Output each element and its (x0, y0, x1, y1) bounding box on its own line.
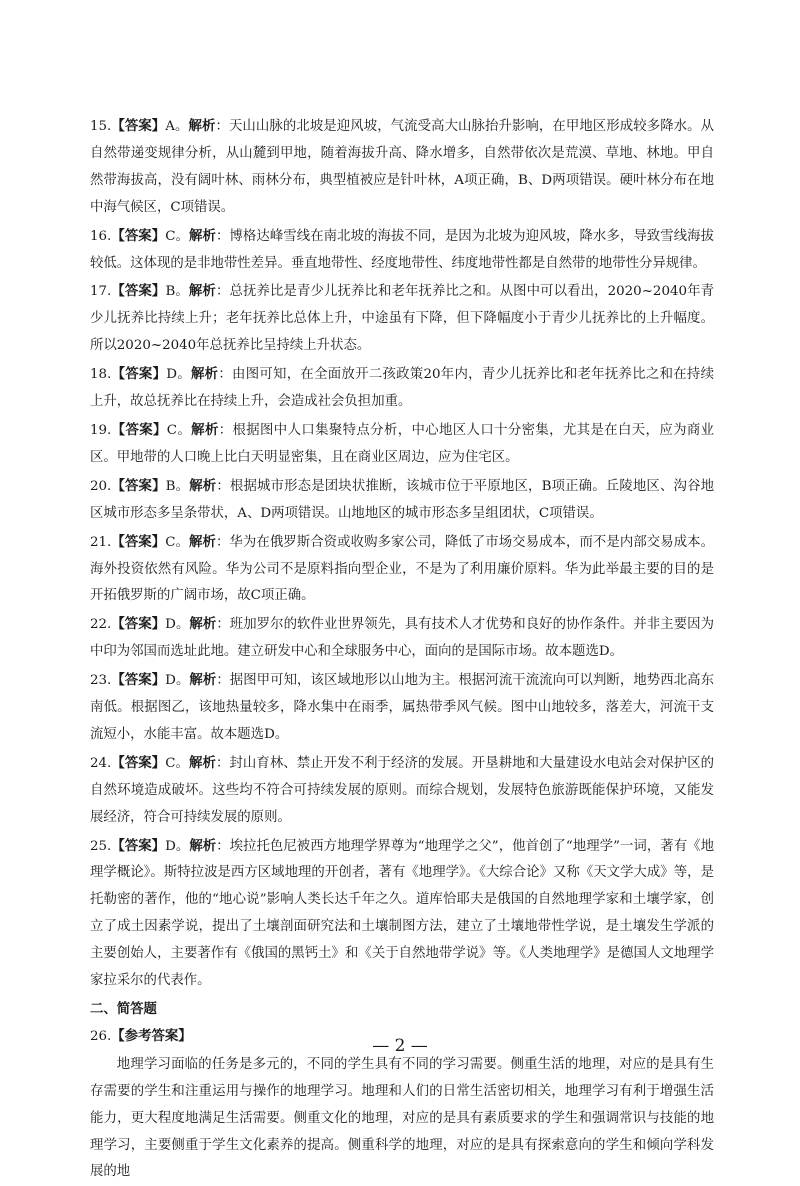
answer-item-26-text: 地理学习面临的任务是多元的，不同的学生具有不同的学习需要。侧重生活的地理，对应的是具有生存需要的学生和注重运用与操作的地理学习。地理和人们的日常生活密切相关，地理学习有利于增强生活能力，更大程度地满足生活需要。侧重文化的地理，对应的是具有素质要求的学生和强调常识与技能的地理学习，主要侧重于学生文化素养的提高。侧重科学的地理，对应的是具有探索意向的学生和倾向学科发展的地 (90, 1056, 714, 1180)
page-number: — 2 — (372, 1036, 428, 1056)
answer-item-17: 17.【答案】B。解析：总抚养比是青少儿抚养比和老年抚养比之和。从图中可以看出，2020~2040年青少儿抚养比持续上升；老年抚养比总体上升，中途虽有下降，但下降幅度小于青少儿抚养比的上升幅度。所以2020~2040年总抚养比呈持续上升状态。 (90, 283, 715, 354)
answer-item-23: 23.【答案】D。解析：据图甲可知，该区域地形以山地为主。根据河流干流流向可以判断，地势西北高东南低。根据图乙，该地热量较多，降水集中在雨季，属热带季风气候。图中山地较多，落差大，河流干支流短小，水能丰富。故本题选D。 (90, 672, 714, 742)
answer-content (90, 113, 714, 1186)
answer-item-19: 19.【答案】C。解析：根据图中人口集聚特点分析，中心地区人口十分密集，尤其是在白天，应为商业区。甲地带的人口晚上比白天明显密集，且在商业区周边，应为住宅区。 (90, 421, 715, 465)
answer-item-18: 18.【答案】D。解析：由图可知，在全面放开二孩政策20年内，青少儿抚养比和老年抚养比之和在持续上升，故总抚养比在持续上升，会造成社会负担加重。 (90, 366, 714, 410)
answer-item-16: 16.【答案】C。解析：博格达峰雪线在南北坡的海拔不同，是因为北坡为迎风坡，降水多，导致雪线海拔较低。这体现的是非地带性差异。垂直地带性、经度地带性、纬度地带性都是自然带的地带性分异规律。 (90, 227, 715, 271)
answer-item-20: 20.【答案】B。解析：根据城市形态是团块状推断，该城市位于平原地区，B项正确。丘陵地区、沟谷地区城市形态多呈条带状，A、D两项错误。山地地区的城市形态多呈组团状，C项错误。 (90, 477, 715, 521)
answer-item-21: 21.【答案】C。解析：华为在俄罗斯合资或收购多家公司，降低了市场交易成本，而不是内部交易成本。海外投资依然有风险。华为公司不是原料指向型企业，不是为了利用廉价原料。华为此举最主要的目的是开拓俄罗斯的广阔市场，故C项正确。 (90, 533, 715, 604)
answer-item-15: 15.【答案】A。解析：天山山脉的北坡是迎风坡，气流受高大山脉抬升影响，在甲地区形成较多降水。从自然带递变规律分析，从山麓到甲地，随着海拔升高、降水增多，自然带依次是荒漠、草地、林地。甲自然带海拔高，没有阔叶林、雨林分布，典型植被应是针叶林，A项正确，B、D两项错误。硬叶林分布在地中海气候区，C项错误。 (90, 118, 715, 215)
answer-item-26-heading: 26.【参考答案】 (90, 1027, 192, 1044)
section-title: 二、简答题 (90, 1001, 157, 1017)
answer-item-22: 22.【答案】D。解析：班加罗尔的软件业世界领先，具有技术人才优势和良好的协作条件。并非主要因为中印为邻国而选址此地。建立研发中心和全球服务中心，面向的是国际市场。故本题选D。 (90, 616, 714, 660)
answer-item-25: 25.【答案】D。解析：埃拉托色尼被西方地理学界尊为“地理学之父”，他首创了“地理学”一词，著有《地理学概论》。斯特拉波是西方区域地理的开创者，著有《地理学》。《大综合论》又称《天文学大成》等，是托勒密的著作，他的“地心说”影响人类长达千年之久。道库恰耶夫是俄国的自然地理学家和土壤学家，创立了成土因素学说，提出了土壤剖面研究法和土壤制图方法，建立了土壤地带性学说，是土壤发生学派的主要创始人，主要著作有《俄国的黑钙土》和《关于自然地带学说》等。《人类地理学》是德国人文地理学家拉采尔的代表作。 (90, 837, 714, 989)
answer-item-24: 24.【答案】C。解析：封山育林、禁止开发不利于经济的发展。开垦耕地和大量建设水电站会对保护区的自然环境造成破坏。这些均不符合可持续发展的原则。而综合规划，发展特色旅游既能保护环境，又能发展经济，符合可持续发展的原则。 (90, 754, 715, 825)
